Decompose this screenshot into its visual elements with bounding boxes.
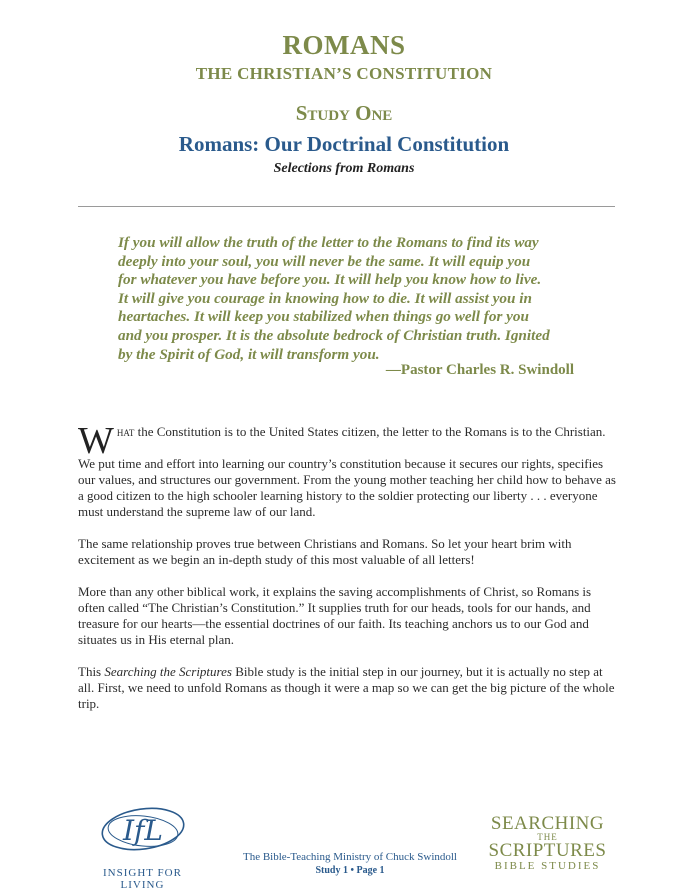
quote-line: deeply into your soul, you will never be the same. It will equip you xyxy=(118,252,531,270)
series-logo-line: SCRIPTURES xyxy=(488,840,607,861)
ministry-line: The Bible-Teaching Ministry of Chuck Swindoll xyxy=(242,851,457,863)
study-number: Study One xyxy=(295,101,393,125)
series-logo-line: SEARCHING xyxy=(490,813,605,834)
quote-line: heartaches. It will keep you stabilized when things go well for you xyxy=(118,308,529,326)
quote-line: for whatever you have before you. It will help you know how to live. xyxy=(118,271,542,289)
footer-center xyxy=(220,850,480,878)
searching-scriptures-logo xyxy=(480,815,615,872)
ifl-monogram-text: IfL xyxy=(122,814,163,847)
document-subtitle: THE CHRISTIAN’S CONSTITUTION xyxy=(195,64,493,83)
final-text-start: This xyxy=(78,664,105,679)
series-title-italic: Searching the Scriptures xyxy=(104,664,232,679)
ifl-monogram-icon xyxy=(97,800,189,860)
paragraph: More than any other biblical work, it explains the saving accomplishments of Christ, so Romans is often called “The Christian’s Constitution.” It supplies truth for our heads, tools for our hands, and treasure for our hearts—the essential doctrines of our faith. Its teaching anchors us to our God and situates us in His eternal plan. xyxy=(78,584,592,647)
quote-line: and you prosper. It is the absolute bedrock of Christian truth. Ignited xyxy=(118,326,550,344)
quote-line: It will give you courage in knowing how to die. It will assist you in xyxy=(118,289,532,307)
quote-line: If you will allow the truth of the letter to the Romans to find its way xyxy=(118,234,539,251)
scripture-selections: Selections from Romans xyxy=(273,161,415,176)
paragraph: The same relationship proves true between Christians and Romans. So let your heart brim with excitement as we begin an in-depth study of this most valuable of all letters! xyxy=(78,536,572,567)
paragraph: We put time and effort into learning our country’s constitution because it secures our rights, specifies our values, and structures our government. From the young mother teaching her child how to behave as a good citizen to the high schooler learning history to the soldier protecting our liberty . . . everyone must understand the supreme law of our land. xyxy=(78,456,616,519)
page-number: Study 1 • Page 1 xyxy=(315,865,385,876)
lesson-title: Romans: Our Doctrinal Constitution xyxy=(178,132,510,156)
final-text-rest: Bible study is the initial step in our journey, but it is actually no step at all. First, we need to unfold Romans as though it were a map so we can get the big picture of the whole trip. xyxy=(78,664,615,711)
quote-line: by the Spirit of God, it will transform you. xyxy=(118,345,380,363)
insight-for-living-logo xyxy=(80,800,205,891)
intro-text: the Constitution is to the United States citizen, the letter to the Romans is to the Christian. xyxy=(134,424,606,439)
paragraph-intro xyxy=(78,420,616,462)
intro-smallcaps: hat xyxy=(116,424,135,439)
quote-attribution: —Pastor Charles R. Swindoll xyxy=(385,362,574,378)
series-logo-line: THE xyxy=(537,832,558,842)
document-title: ROMANS xyxy=(282,30,406,60)
drop-cap: W xyxy=(78,420,114,462)
series-logo-line: BIBLE STUDIES xyxy=(494,860,601,872)
body-text xyxy=(78,420,616,728)
header-divider xyxy=(78,206,615,207)
paragraph-final xyxy=(78,664,616,712)
insight-for-living-text: INSIGHT FOR LIVING xyxy=(103,867,182,891)
pull-quote xyxy=(118,234,588,364)
